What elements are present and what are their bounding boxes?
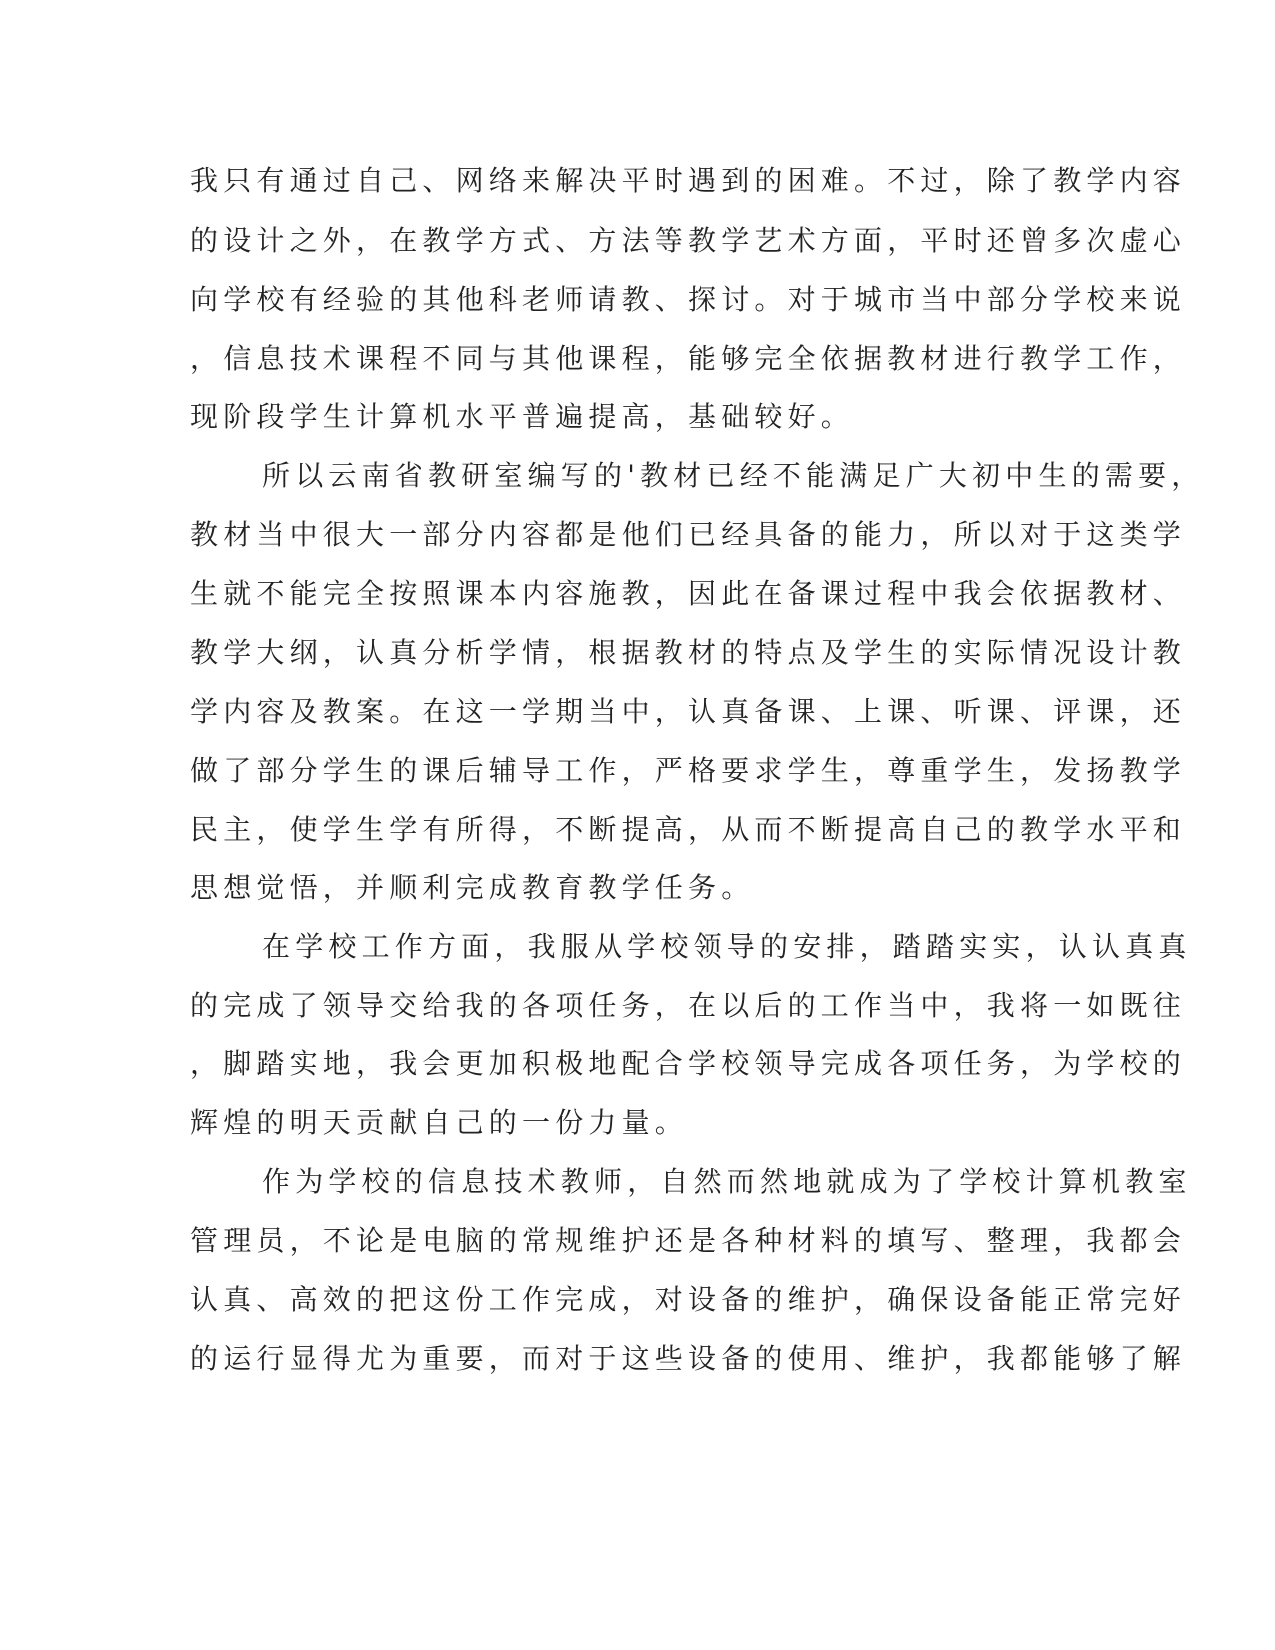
text-line: 生就不能完全按照课本内容施教，因此在备课过程中我会依据教材、 [190,577,1187,610]
paragraph-first-line: 作为学校的信息技术教师，自然而然地就成为了学校计算机教室 [262,1165,1192,1198]
text-line: ，脚踏实地，我会更加积极地配合学校领导完成各项任务，为学校的 [190,1047,1187,1080]
paragraph-first-line: 在学校工作方面，我服从学校领导的安排，踏踏实实，认认真真 [262,930,1192,963]
text-line: 的设计之外，在教学方式、方法等教学艺术方面，平时还曾多次虚心 [190,224,1187,257]
text-line: 我只有通过自己、网络来解决平时遇到的困难。不过，除了教学内容 [190,164,1187,197]
text-line: ，信息技术课程不同与其他课程，能够完全依据教材进行教学工作， [190,342,1187,375]
text-line: 做了部分学生的课后辅导工作，严格要求学生，尊重学生，发扬教学 [190,754,1187,787]
text-line: 认真、高效的把这份工作完成，对设备的维护，确保设备能正常完好 [190,1283,1187,1316]
text-line: 学内容及教案。在这一学期当中，认真备课、上课、听课、评课，还 [190,695,1187,728]
text-line: 教学大纲，认真分析学情，根据教材的特点及学生的实际情况设计教 [190,636,1187,669]
text-line: 民主，使学生学有所得，不断提高，从而不断提高自己的教学水平和 [190,813,1187,846]
text-line: 向学校有经验的其他科老师请教、探讨。对于城市当中部分学校来说 [190,283,1187,316]
text-line: 辉煌的明天贡献自己的一份力量。 [190,1106,689,1139]
text-line: 思想觉悟，并顺利完成教育教学任务。 [190,871,755,904]
text-line: 现阶段学生计算机水平普遍提高，基础较好。 [190,400,855,433]
text-line: 的运行显得尤为重要，而对于这些设备的使用、维护，我都能够了解 [190,1342,1187,1375]
text-line: 教材当中很大一部分内容都是他们已经具备的能力，所以对于这类学 [190,518,1187,551]
text-line: 管理员，不论是电脑的常规维护还是各种材料的填写、整理，我都会 [190,1224,1187,1257]
paragraph-first-line: 所以云南省教研室编写的'教材已经不能满足广大初中生的需要， [262,459,1205,492]
text-line: 的完成了领导交给我的各项任务，在以后的工作当中，我将一如既往 [190,989,1187,1022]
